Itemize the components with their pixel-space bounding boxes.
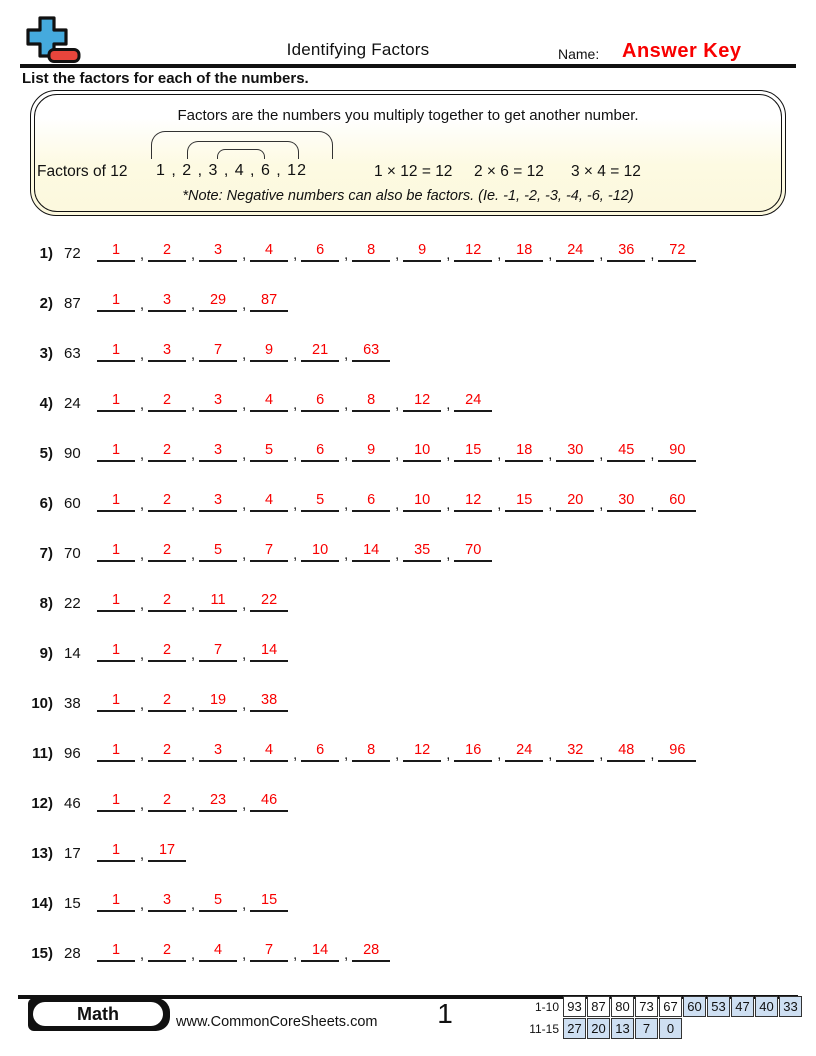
comma-separator: ,	[140, 297, 145, 313]
comma-separator: ,	[497, 447, 502, 463]
question-row	[25, 912, 795, 962]
answer-blank: 6	[301, 242, 339, 262]
answer-blank: 90	[658, 442, 696, 462]
answer-blank: 7	[199, 342, 237, 362]
comma-separator: ,	[293, 447, 298, 463]
comma-separator: ,	[650, 247, 655, 263]
answer-blank: 72	[658, 242, 696, 262]
comma-separator: ,	[548, 497, 553, 513]
question-value: 14	[64, 645, 81, 662]
subject-label: Math	[77, 1003, 119, 1024]
score-cell: 93	[563, 996, 586, 1017]
question-value: 96	[64, 745, 81, 762]
answer-blank: 46	[250, 792, 288, 812]
answer-blanks	[97, 942, 390, 962]
answer-blank: 5	[199, 542, 237, 562]
comma-separator: ,	[140, 397, 145, 413]
answer-blank: 2	[148, 642, 186, 662]
answer-blank: 2	[148, 742, 186, 762]
score-cell: 73	[635, 996, 658, 1017]
answer-blank: 3	[148, 342, 186, 362]
answer-blank: 28	[352, 942, 390, 962]
header-divider	[20, 64, 796, 68]
answer-blank: 60	[658, 492, 696, 512]
answer-blank: 35	[403, 542, 441, 562]
comma-separator: ,	[140, 747, 145, 763]
example-equation: 3 × 4 = 12	[571, 163, 641, 180]
question-row	[25, 462, 795, 512]
answer-blank: 3	[199, 492, 237, 512]
score-cell: 47	[731, 996, 754, 1017]
question-number: 14)	[31, 895, 53, 912]
question-number: 5)	[39, 445, 53, 462]
answer-blank: 1	[97, 342, 135, 362]
comma-separator: ,	[344, 397, 349, 413]
answer-blank: 1	[97, 592, 135, 612]
comma-separator: ,	[242, 897, 247, 913]
answer-blank: 2	[148, 242, 186, 262]
answer-blanks	[97, 842, 186, 862]
comma-separator: ,	[140, 597, 145, 613]
answer-blank: 30	[607, 492, 645, 512]
answer-blank: 6	[352, 492, 390, 512]
answer-blank: 1	[97, 742, 135, 762]
question-row	[25, 662, 795, 712]
comma-separator: ,	[548, 747, 553, 763]
answer-blank: 15	[454, 442, 492, 462]
example-definition: Factors are the numbers you multiply together to get another number.	[177, 107, 639, 124]
comma-separator: ,	[242, 697, 247, 713]
answer-blanks	[97, 642, 288, 662]
answer-blank: 2	[148, 492, 186, 512]
comma-separator: ,	[140, 947, 145, 963]
page-title: Identifying Factors	[286, 40, 430, 59]
answer-blank: 18	[505, 242, 543, 262]
question-value: 15	[64, 895, 81, 912]
comma-separator: ,	[242, 597, 247, 613]
answer-blank: 12	[454, 492, 492, 512]
example-note: *Note: Negative numbers can also be factors. (Ie. -1, -2, -3, -4, -6, -12)	[182, 188, 634, 204]
comma-separator: ,	[140, 847, 145, 863]
comma-separator: ,	[140, 647, 145, 663]
answer-blank: 24	[505, 742, 543, 762]
question-number: 3)	[39, 345, 53, 362]
comma-separator: ,	[293, 247, 298, 263]
example-factors: 1 , 2 , 3 , 4 , 6 , 12	[156, 162, 307, 179]
question-row	[25, 412, 795, 462]
answer-blank: 14	[352, 542, 390, 562]
score-row	[520, 996, 802, 1017]
answer-blank: 18	[505, 442, 543, 462]
answer-blank: 11	[199, 592, 237, 612]
comma-separator: ,	[140, 547, 145, 563]
score-cell: 67	[659, 996, 682, 1017]
answer-blanks	[97, 492, 696, 512]
answer-blank: 4	[250, 392, 288, 412]
name-label: Name:	[558, 46, 600, 62]
question-number: 2)	[39, 295, 53, 312]
example-equation: 2 × 6 = 12	[474, 163, 544, 180]
answer-blank: 1	[97, 892, 135, 912]
comma-separator: ,	[599, 247, 604, 263]
comma-separator: ,	[242, 447, 247, 463]
comma-separator: ,	[548, 447, 553, 463]
comma-separator: ,	[191, 497, 196, 513]
question-number: 1)	[39, 245, 53, 262]
answer-blank: 7	[250, 542, 288, 562]
score-cell: 27	[563, 1018, 586, 1039]
answer-blank: 1	[97, 542, 135, 562]
answer-blanks	[97, 742, 696, 762]
answer-blanks	[97, 792, 288, 812]
comma-separator: ,	[395, 397, 400, 413]
comma-separator: ,	[344, 947, 349, 963]
answer-blank: 24	[454, 392, 492, 412]
question-row	[25, 712, 795, 762]
answer-key-text: Answer Key	[622, 40, 742, 62]
answer-blanks	[97, 392, 492, 412]
question-number: 11)	[32, 745, 53, 762]
comma-separator: ,	[599, 497, 604, 513]
comma-separator: ,	[293, 397, 298, 413]
comma-separator: ,	[140, 347, 145, 363]
comma-separator: ,	[140, 697, 145, 713]
instruction-text: List the factors for each of the numbers.	[22, 70, 309, 87]
question-value: 22	[64, 595, 81, 612]
question-value: 60	[64, 495, 81, 512]
comma-separator: ,	[242, 347, 247, 363]
answer-blank: 3	[199, 442, 237, 462]
score-row-label: 1-10	[534, 999, 559, 1014]
answer-blank: 1	[97, 442, 135, 462]
answer-blank: 21	[301, 342, 339, 362]
question-number: 7)	[39, 545, 53, 562]
answer-blank: 9	[403, 242, 441, 262]
answer-blank: 2	[148, 942, 186, 962]
answer-blank: 22	[250, 592, 288, 612]
question-number: 6)	[39, 495, 53, 512]
question-row	[25, 512, 795, 562]
comma-separator: ,	[191, 397, 196, 413]
example-label: Factors of 12	[37, 163, 128, 180]
answer-blank: 2	[148, 542, 186, 562]
question-value: 87	[64, 295, 81, 312]
question-number: 8)	[39, 595, 53, 612]
answer-blank: 38	[250, 692, 288, 712]
question-row	[25, 862, 795, 912]
score-cell: 53	[707, 996, 730, 1017]
answer-blank: 7	[199, 642, 237, 662]
answer-blank: 70	[454, 542, 492, 562]
answer-blank: 10	[403, 492, 441, 512]
comma-separator: ,	[140, 497, 145, 513]
answer-blank: 10	[301, 542, 339, 562]
comma-separator: ,	[344, 497, 349, 513]
comma-separator: ,	[191, 647, 196, 663]
question-number: 12)	[31, 795, 53, 812]
comma-separator: ,	[497, 497, 502, 513]
comma-separator: ,	[446, 247, 451, 263]
answer-blank: 3	[199, 742, 237, 762]
question-number: 13)	[31, 845, 53, 862]
comma-separator: ,	[650, 747, 655, 763]
comma-separator: ,	[293, 347, 298, 363]
subject-pill	[33, 1002, 163, 1026]
comma-separator: ,	[395, 247, 400, 263]
answer-blank: 8	[352, 242, 390, 262]
answer-blank: 3	[199, 392, 237, 412]
score-cell: 87	[587, 996, 610, 1017]
comma-separator: ,	[191, 447, 196, 463]
answer-blank: 63	[352, 342, 390, 362]
example-equation: 1 × 12 = 12	[374, 163, 453, 180]
comma-separator: ,	[344, 247, 349, 263]
answer-blank: 8	[352, 392, 390, 412]
comma-separator: ,	[191, 247, 196, 263]
answer-blanks	[97, 592, 288, 612]
comma-separator: ,	[446, 747, 451, 763]
answer-blank: 36	[607, 242, 645, 262]
answer-blank: 16	[454, 742, 492, 762]
comma-separator: ,	[191, 897, 196, 913]
comma-separator: ,	[650, 497, 655, 513]
score-cell: 60	[683, 996, 706, 1017]
comma-separator: ,	[446, 447, 451, 463]
answer-blanks	[97, 692, 288, 712]
comma-separator: ,	[344, 347, 349, 363]
score-cell: 40	[755, 996, 778, 1017]
answer-blank: 5	[250, 442, 288, 462]
score-cell: 20	[587, 1018, 610, 1039]
answer-blank: 1	[97, 642, 135, 662]
comma-separator: ,	[140, 247, 145, 263]
question-value: 24	[64, 395, 81, 412]
answer-blank: 32	[556, 742, 594, 762]
answer-blank: 14	[301, 942, 339, 962]
answer-blanks	[97, 342, 390, 362]
answer-blank: 9	[250, 342, 288, 362]
answer-blank: 15	[505, 492, 543, 512]
comma-separator: ,	[242, 797, 247, 813]
comma-separator: ,	[395, 497, 400, 513]
comma-separator: ,	[344, 747, 349, 763]
answer-blank: 5	[199, 892, 237, 912]
answer-blank: 19	[199, 692, 237, 712]
answer-blank: 87	[250, 292, 288, 312]
answer-blank: 1	[97, 942, 135, 962]
question-value: 17	[64, 845, 81, 862]
answer-blank: 23	[199, 792, 237, 812]
answer-blank: 29	[199, 292, 237, 312]
comma-separator: ,	[446, 397, 451, 413]
answer-blank: 2	[148, 792, 186, 812]
answer-blank: 1	[97, 242, 135, 262]
comma-separator: ,	[191, 347, 196, 363]
score-cell: 7	[635, 1018, 658, 1039]
comma-separator: ,	[497, 747, 502, 763]
comma-separator: ,	[599, 447, 604, 463]
answer-blanks	[97, 542, 492, 562]
comma-separator: ,	[293, 747, 298, 763]
question-value: 70	[64, 545, 81, 562]
answer-blanks	[97, 292, 288, 312]
answer-blank: 6	[301, 742, 339, 762]
answer-blank: 12	[403, 742, 441, 762]
answer-blank: 24	[556, 242, 594, 262]
answer-blank: 2	[148, 592, 186, 612]
example-box	[30, 90, 786, 216]
comma-separator: ,	[446, 547, 451, 563]
answer-blank: 2	[148, 392, 186, 412]
question-value: 90	[64, 445, 81, 462]
comma-separator: ,	[140, 447, 145, 463]
comma-separator: ,	[242, 547, 247, 563]
answer-blank: 4	[250, 242, 288, 262]
subject-badge	[28, 998, 170, 1031]
question-value: 63	[64, 345, 81, 362]
question-value: 28	[64, 945, 81, 962]
answer-blank: 4	[250, 742, 288, 762]
comma-separator: ,	[395, 447, 400, 463]
answer-blank: 2	[148, 442, 186, 462]
answer-blank: 96	[658, 742, 696, 762]
comma-separator: ,	[140, 897, 145, 913]
question-row	[25, 212, 795, 262]
comma-separator: ,	[344, 547, 349, 563]
answer-blank: 6	[301, 392, 339, 412]
answer-blank: 15	[250, 892, 288, 912]
score-cell: 80	[611, 996, 634, 1017]
score-cell: 0	[659, 1018, 682, 1039]
comma-separator: ,	[242, 647, 247, 663]
comma-separator: ,	[599, 747, 604, 763]
answer-blank: 1	[97, 492, 135, 512]
comma-separator: ,	[293, 947, 298, 963]
comma-separator: ,	[293, 547, 298, 563]
question-row	[25, 312, 795, 362]
question-row	[25, 612, 795, 662]
answer-blank: 20	[556, 492, 594, 512]
page-number: 1	[437, 998, 453, 1029]
question-row	[25, 262, 795, 312]
answer-blank: 48	[607, 742, 645, 762]
score-grid	[520, 996, 802, 1040]
answer-blank: 30	[556, 442, 594, 462]
answer-blank: 4	[199, 942, 237, 962]
answer-blank: 3	[148, 892, 186, 912]
answer-blank: 6	[301, 442, 339, 462]
question-value: 38	[64, 695, 81, 712]
comma-separator: ,	[191, 747, 196, 763]
comma-separator: ,	[497, 247, 502, 263]
comma-separator: ,	[191, 547, 196, 563]
answer-blank: 17	[148, 842, 186, 862]
answer-blank: 3	[199, 242, 237, 262]
answer-blank: 2	[148, 692, 186, 712]
question-row	[25, 812, 795, 862]
comma-separator: ,	[191, 797, 196, 813]
comma-separator: ,	[395, 747, 400, 763]
question-value: 46	[64, 795, 81, 812]
comma-separator: ,	[395, 547, 400, 563]
answer-blank: 45	[607, 442, 645, 462]
answer-blank: 12	[403, 392, 441, 412]
comma-separator: ,	[242, 747, 247, 763]
comma-separator: ,	[344, 447, 349, 463]
question-number: 4)	[39, 395, 53, 412]
answer-blank: 3	[148, 292, 186, 312]
question-row	[25, 762, 795, 812]
answer-blank: 10	[403, 442, 441, 462]
comma-separator: ,	[242, 947, 247, 963]
question-row	[25, 362, 795, 412]
answer-blank: 5	[301, 492, 339, 512]
comma-separator: ,	[242, 297, 247, 313]
answer-blank: 7	[250, 942, 288, 962]
question-number: 15)	[31, 945, 53, 962]
score-cell: 13	[611, 1018, 634, 1039]
question-value: 72	[64, 245, 81, 262]
comma-separator: ,	[191, 947, 196, 963]
answer-blank: 4	[250, 492, 288, 512]
answer-blanks	[97, 242, 696, 262]
comma-separator: ,	[191, 297, 196, 313]
answer-blank: 12	[454, 242, 492, 262]
comma-separator: ,	[446, 497, 451, 513]
website-url: www.CommonCoreSheets.com	[176, 1014, 378, 1030]
comma-separator: ,	[242, 497, 247, 513]
comma-separator: ,	[650, 447, 655, 463]
answer-blank: 1	[97, 842, 135, 862]
comma-separator: ,	[242, 247, 247, 263]
answer-blanks	[97, 892, 288, 912]
score-cell: 33	[779, 996, 802, 1017]
comma-separator: ,	[548, 247, 553, 263]
answer-blank: 1	[97, 692, 135, 712]
comma-separator: ,	[140, 797, 145, 813]
answer-blank: 9	[352, 442, 390, 462]
question-row	[25, 562, 795, 612]
answer-blank: 8	[352, 742, 390, 762]
score-row-label: 11-15	[529, 1021, 559, 1036]
comma-separator: ,	[191, 697, 196, 713]
score-row	[520, 1018, 802, 1039]
comma-separator: ,	[191, 597, 196, 613]
answer-blank: 1	[97, 792, 135, 812]
questions-list	[25, 212, 795, 962]
answer-blank: 1	[97, 392, 135, 412]
comma-separator: ,	[293, 497, 298, 513]
comma-separator: ,	[242, 397, 247, 413]
answer-blank: 1	[97, 292, 135, 312]
answer-blank: 14	[250, 642, 288, 662]
answer-blanks	[97, 442, 696, 462]
question-number: 9)	[39, 645, 53, 662]
question-number: 10)	[31, 695, 53, 712]
factor-pair-arc-inner	[217, 149, 265, 159]
